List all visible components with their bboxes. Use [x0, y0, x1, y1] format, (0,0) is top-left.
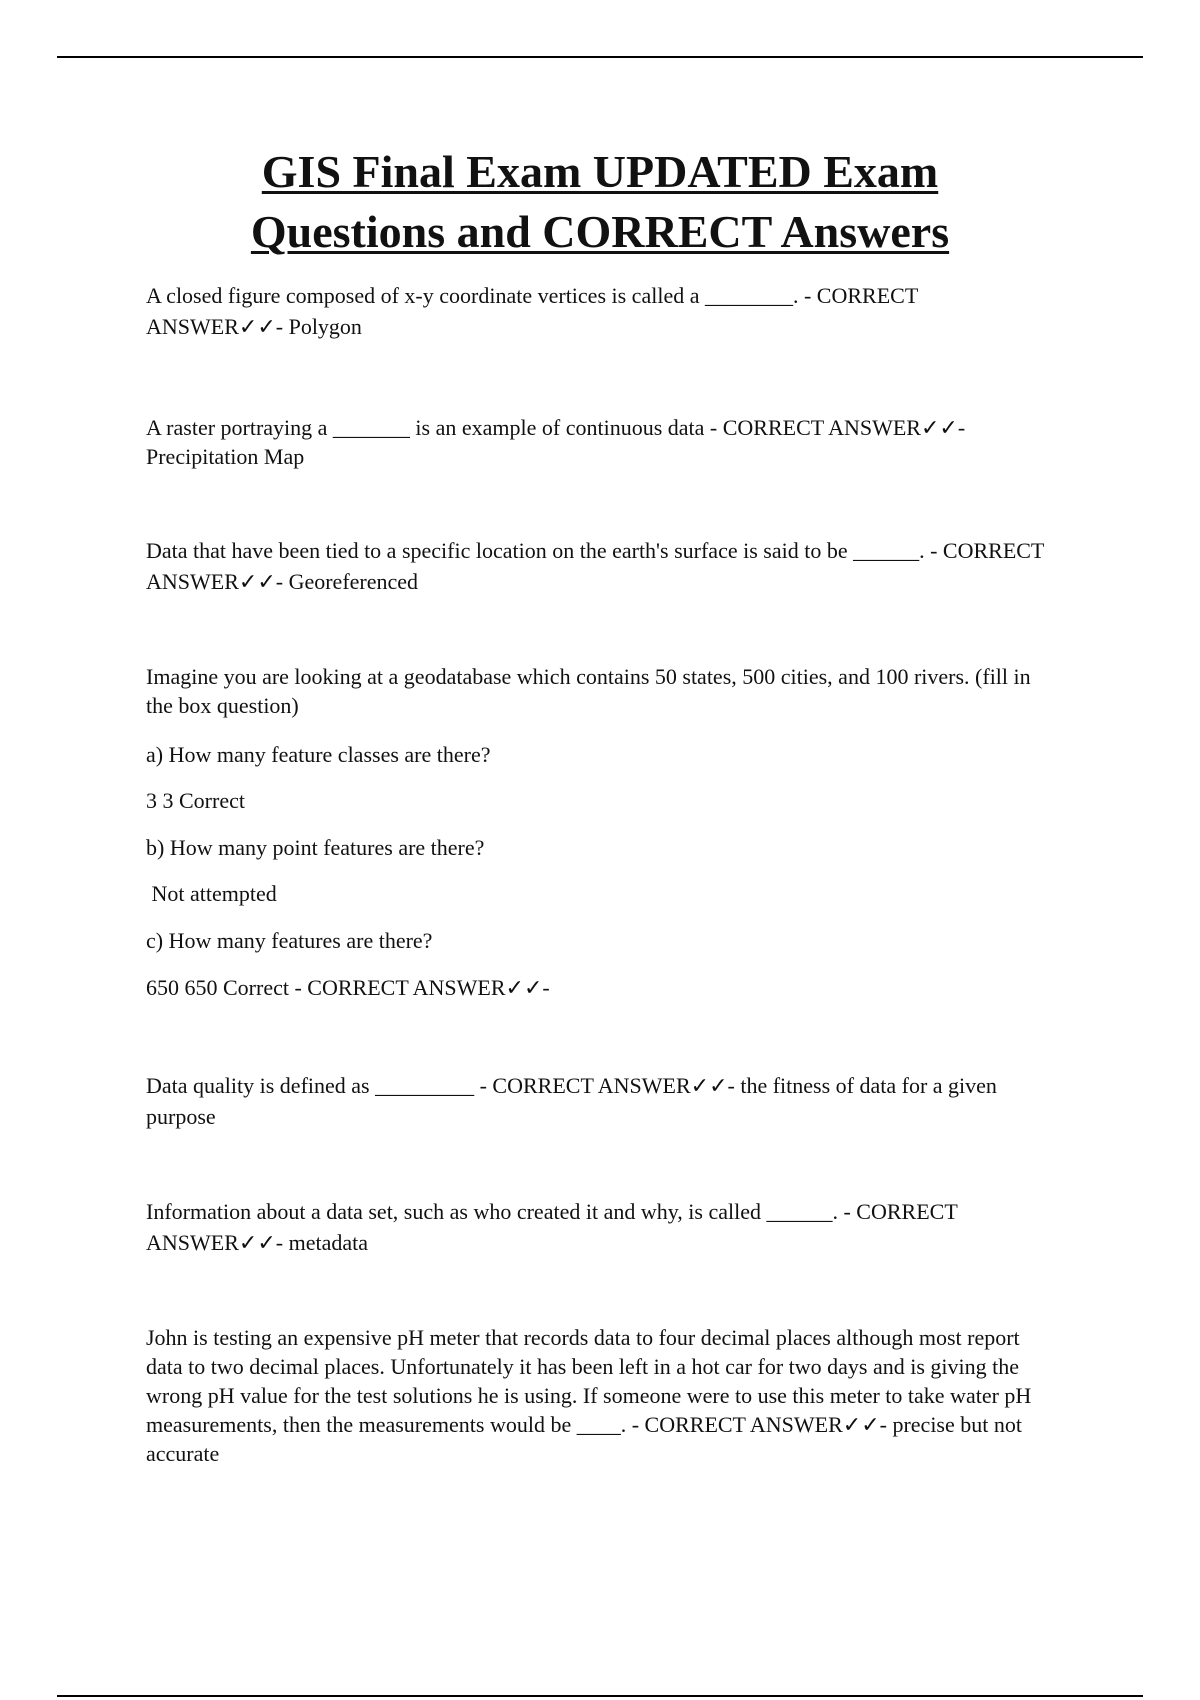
- qa-item-2: A raster portraying a _______ is an example of continuous data - CORRECT ANSWER✓✓- Precipitation Map: [146, 415, 966, 469]
- title-line-2: Questions and CORRECT Answers: [250, 206, 950, 257]
- qa-item-4-part-b: b) How many point features are there?: [146, 835, 485, 860]
- page-title: [100, 142, 1100, 262]
- qa-item-7: John is testing an expensive pH meter that records data to four decimal places although most report data to two decimal places. Unfortunately it has been left in a hot car for two days and is giving the wrong pH value for the test solutions he is using. If someone were to use this meter to take water pH measurements, then the measurements would be ____. - CORRECT ANSWER✓✓- precise but not accurate: [146, 1325, 1032, 1466]
- bottom-rule: [57, 1695, 1143, 1697]
- qa-item-4-answer-a: 3 3 Correct: [146, 788, 245, 813]
- title-line-1: GIS Final Exam UPDATED Exam: [261, 146, 939, 197]
- qa-item-3: Data that have been tied to a specific location on the earth's surface is said to be ______. - CORRECT ANSWER✓✓- Georeferenced: [146, 538, 1044, 594]
- qa-item-4-intro: Imagine you are looking at a geodatabase which contains 50 states, 500 cities, and 100 rivers. (fill in the box question): [146, 664, 1031, 718]
- qa-item-1: A closed figure composed of x-y coordinate vertices is called a ________. - CORRECT ANSWER✓✓- Polygon: [146, 283, 918, 339]
- qa-item-5: Data quality is defined as _________ - CORRECT ANSWER✓✓- the fitness of data for a given purpose: [146, 1073, 997, 1129]
- qa-item-4-part-a: a) How many feature classes are there?: [146, 742, 491, 767]
- qa-item-6: Information about a data set, such as who created it and why, is called ______. - CORRECT ANSWER✓✓- metadata: [146, 1199, 958, 1255]
- top-rule: [57, 56, 1143, 58]
- qa-item-4-answer-c: 650 650 Correct - CORRECT ANSWER✓✓-: [146, 975, 550, 1000]
- qa-item-4-answer-b: Not attempted: [146, 881, 277, 906]
- qa-item-4-part-c: c) How many features are there?: [146, 928, 433, 953]
